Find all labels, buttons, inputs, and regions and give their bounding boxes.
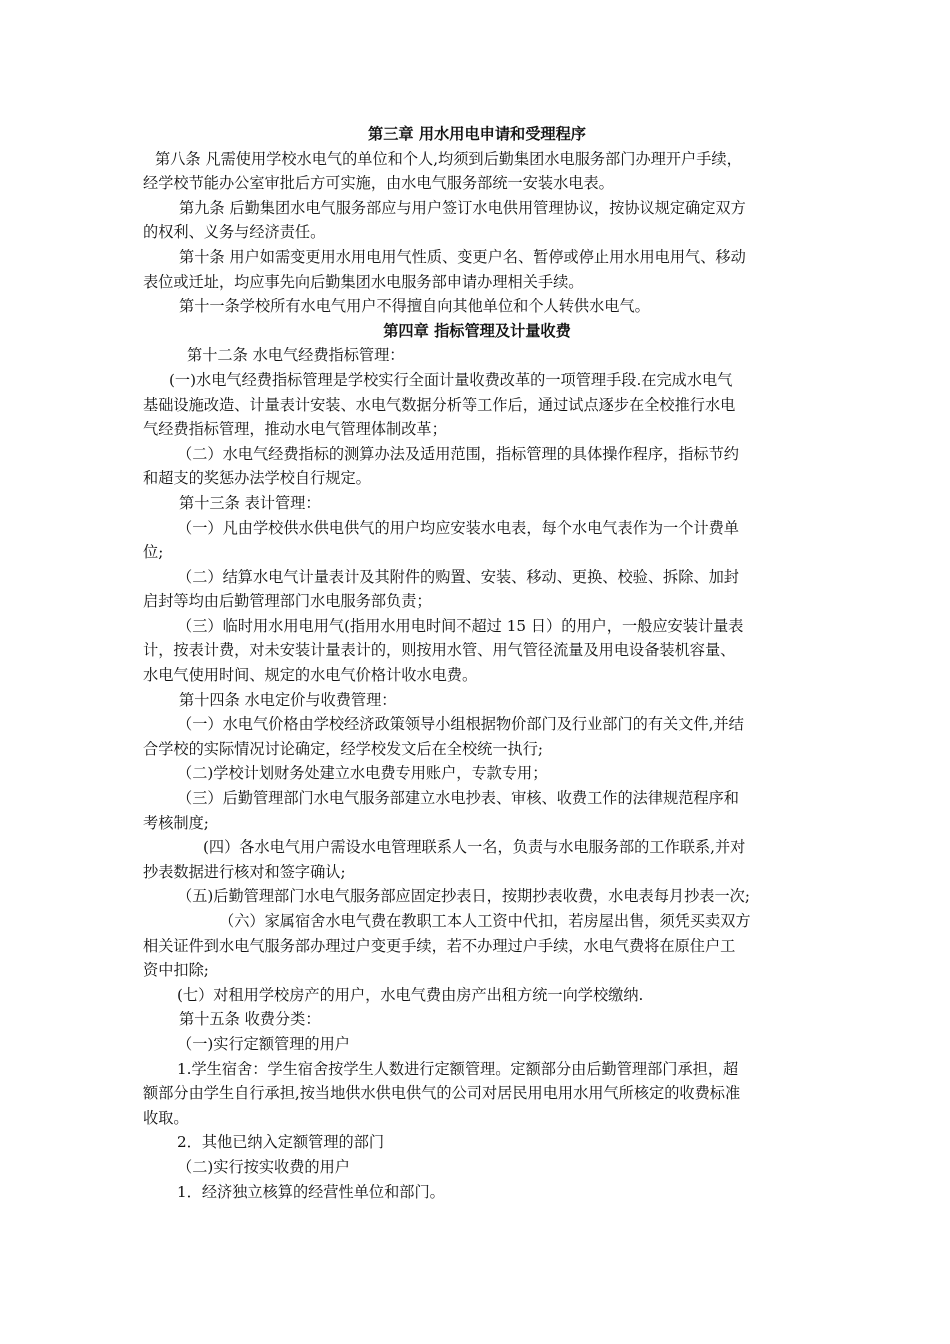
- article-14-item-1-line-1: （一）水电气价格由学校经济政策领导小组根据物价部门及行业部门的有关文件,并结: [177, 715, 744, 734]
- article-13-item-1-line-2: 位;: [143, 543, 164, 562]
- article-13-item-3-line-1: （三）临时用水用电用气(指用水用电时间不超过 15 日）的用户，一般应安装计量表: [177, 616, 744, 635]
- article-12-item-1-line-2: 基础设施改造、计量表计安装、水电气数据分析等工作后，通过试点逐步在全校推行水电: [143, 395, 736, 414]
- article-15-heading: 第十五条 收费分类：: [179, 1010, 321, 1029]
- article-13-item-3-line-3: 水电气使用时间、规定的水电气价格计收水电费。: [143, 666, 478, 685]
- article-14-item-3-line-1: （三）后勤管理部门水电气服务部建立水电抄表、审核、收费工作的法律规范程序和: [177, 789, 739, 808]
- article-9-line-1: 第九条 后勤集团水电气服务部应与用户签订水电供用管理协议，按协议规定确定双方: [179, 198, 746, 217]
- article-12-item-1-line-1: (一)水电气经费指标管理是学校实行全面计量收费改革的一项管理手段.在完成水电气: [169, 370, 733, 389]
- article-15-point-2: 2．其他已纳入定额管理的部门: [177, 1133, 385, 1152]
- article-14-item-7: (七）对租用学校房产的用户，水电气费由房产出租方统一向学校缴纳.: [177, 985, 644, 1004]
- article-13-item-2-line-1: （二）结算水电气计量表计及其附件的购置、安装、移动、更换、校验、拆除、加封: [177, 567, 739, 586]
- article-11: 第十一条学校所有水电气用户不得擅自向其他单位和个人转供水电气。: [179, 297, 650, 316]
- article-14-item-1-line-2: 合学校的实际情况讨论确定，经学校发文后在全校统一执行;: [143, 739, 543, 758]
- article-14-item-4-line-2: 抄表数据进行核对和签字确认;: [143, 862, 346, 881]
- article-8-line-1: 第八条 凡需使用学校水电气的单位和个人,均须到后勤集团水电服务部门办理开户手续，: [155, 149, 742, 168]
- article-12-item-1-line-3: 气经费指标管理，推动水电气管理体制改革；: [143, 420, 447, 439]
- article-14-item-6-line-3: 资中扣除;: [143, 961, 209, 980]
- article-14-item-2: （二)学校计划财务处建立水电费专用账户，专款专用；: [177, 764, 548, 783]
- document-page: [143, 122, 811, 1204]
- article-12-heading: 第十二条 水电气经费指标管理：: [187, 346, 405, 365]
- article-10-line-2: 表位或迁址，均应事先向后勤集团水电服务部申请办理相关手续。: [143, 272, 584, 291]
- article-10-line-1: 第十条 用户如需变更用水用电用气性质、变更户名、暂停或停止用水用电用气、移动: [179, 247, 746, 266]
- article-13-heading: 第十三条 表计管理：: [179, 493, 321, 512]
- article-15-sub-1: （一)实行定额管理的用户: [177, 1034, 350, 1053]
- chapter-4-heading: 第四章 指标管理及计量收费: [383, 321, 571, 340]
- article-15-point-1-line-2: 额部分由学生自行承担,按当地供水供电供气的公司对居民用电用水用气所核定的收费标准: [143, 1084, 741, 1103]
- article-12-item-2-line-2: 和超支的奖惩办法学校自行规定。: [143, 469, 371, 488]
- article-13-item-2-line-2: 启封等均由后勤管理部门水电服务部负责；: [143, 592, 432, 611]
- chapter-3-heading: 第三章 用水用电申请和受理程序: [368, 125, 586, 143]
- article-15-sub-2: （二)实行按实收费的用户: [177, 1157, 350, 1176]
- article-15-point-1-line-1: 1.学生宿舍：学生宿舍按学生人数进行定额管理。定额部分由后勤管理部门承担，超: [177, 1059, 739, 1078]
- article-14-item-6-line-2: 相关证件到水电气服务部办理过户变更手续，若不办理过户手续，水电气费将在原住户工: [143, 936, 736, 955]
- article-14-item-3-line-2: 考核制度;: [143, 813, 209, 832]
- article-14-heading: 第十四条 水电定价与收费管理：: [179, 690, 397, 709]
- article-15-point-1-line-3: 收取。: [143, 1108, 189, 1127]
- article-9-line-2: 的权利、义务与经济责任。: [143, 223, 326, 242]
- article-13-item-3-line-2: 计，按表计费，对未安装计量表计的，则按用水管、用气管径流量及用电设备装机容量、: [143, 641, 736, 660]
- article-15-point-3: 1．经济独立核算的经营性单位和部门。: [177, 1182, 445, 1201]
- article-12-item-2-line-1: （二）水电气经费指标的测算办法及适用范围，指标管理的具体操作程序，指标节约: [177, 444, 739, 463]
- article-13-item-1-line-1: （一）凡由学校供水供电供气的用户均应安装水电表，每个水电气表作为一个计费单: [177, 518, 739, 537]
- article-8-line-2: 经学校节能办公室审批后方可实施，由水电气服务部统一安装水电表。: [143, 174, 614, 193]
- article-14-item-5: （五)后勤管理部门水电气服务部应固定抄表日，按期抄表收费，水电表每月抄表一次;: [177, 887, 750, 906]
- article-14-item-4-line-1: (四）各水电气用户需设水电管理联系人一名，负责与水电服务部的工作联系,并对: [203, 838, 746, 857]
- article-14-item-6-line-1: （六）家属宿舍水电气费在教职工本人工资中代扣，若房屋出售，须凭买卖双方: [219, 912, 751, 930]
